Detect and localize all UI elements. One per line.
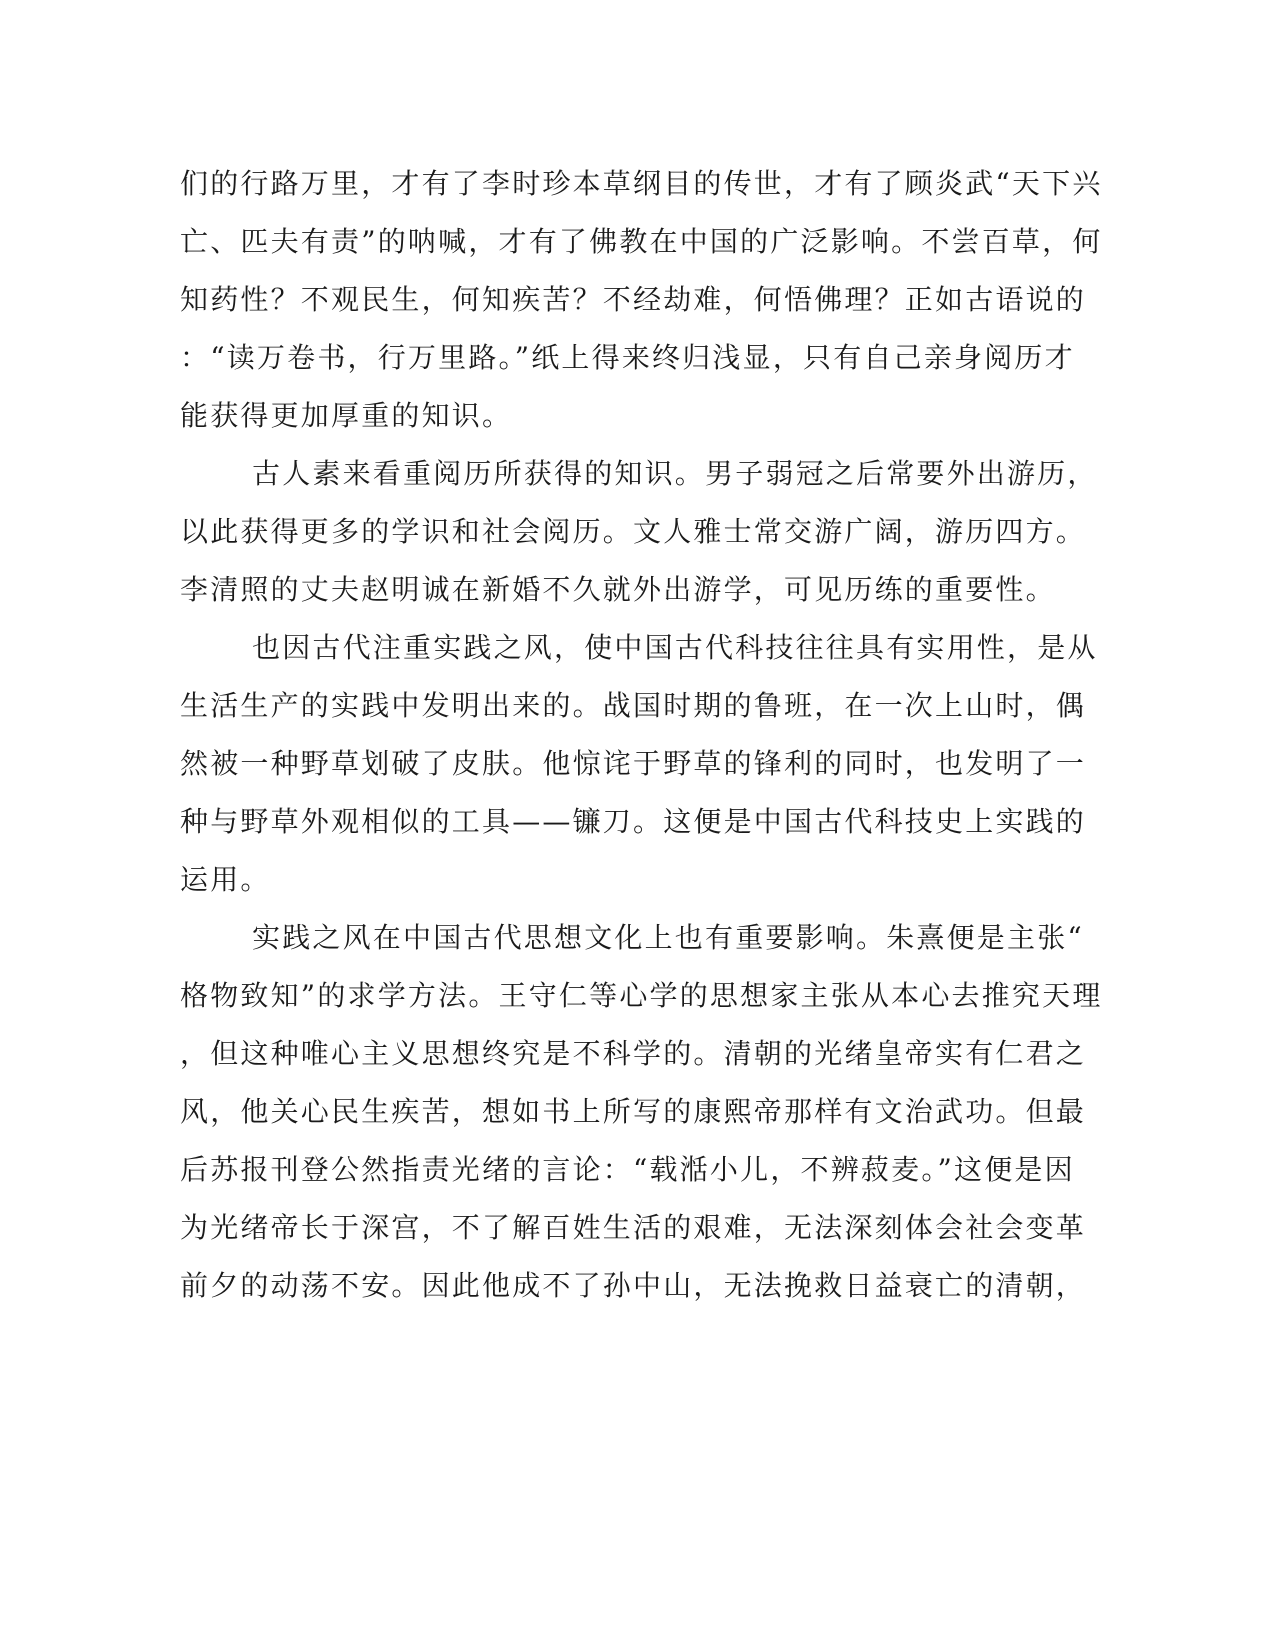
text-line: 亡、匹夫有责”的呐喊，才有了佛教在中国的广泛影响。不尝百草，何 xyxy=(180,225,1103,258)
text-line: ：“读万卷书，行万里路。”纸上得来终归浅显，只有自己亲身阅历才 xyxy=(180,341,1075,374)
text-line: 风，他关心民生疾苦，想如书上所写的康熙帝那样有文治武功。但最 xyxy=(180,1095,1087,1128)
text-line: 前夕的动荡不安。因此他成不了孙中山，无法挽救日益衰亡的清朝， xyxy=(180,1269,1087,1302)
paragraph xyxy=(180,619,1098,909)
text-line: 知药性？不观民生，何知疾苦？不经劫难，何悟佛理？正如古语说的 xyxy=(180,283,1087,316)
text-line: 后苏报刊登公然指责光绪的言论：“载湉小儿，不辨菽麦。”这便是因 xyxy=(180,1153,1075,1186)
text-line: 以此获得更多的学识和社会阅历。文人雅士常交游广阔，游历四方。 xyxy=(180,515,1087,548)
text-line: ，但这种唯心主义思想终究是不科学的。清朝的光绪皇帝实有仁君之 xyxy=(180,1037,1087,1070)
text-line: 种与野草外观相似的工具——镰刀。这便是中国古代科技史上实践的 xyxy=(180,805,1087,838)
text-line: 为光绪帝长于深宫，不了解百姓生活的艰难，无法深刻体会社会变革 xyxy=(180,1211,1087,1244)
text-line: 能获得更加厚重的知识。 xyxy=(180,399,513,432)
text-line: 们的行路万里，才有了李时珍本草纲目的传世，才有了顾炎武“天下兴 xyxy=(180,167,1103,200)
text-line: 然被一种野草划破了皮肤。他惊诧于野草的锋利的同时，也发明了一 xyxy=(180,747,1087,780)
text-line: 运用。 xyxy=(180,863,271,896)
text-line: 李清照的丈夫赵明诚在新婚不久就外出游学，可见历练的重要性。 xyxy=(180,573,1056,606)
text-line: 格物致知”的求学方法。王守仁等心学的思想家主张从本心去推究天理 xyxy=(180,979,1103,1012)
text-line: 古人素来看重阅历所获得的知识。男子弱冠之后常要外出游历， xyxy=(252,457,1098,490)
document-page xyxy=(180,155,1103,1315)
paragraph xyxy=(180,445,1098,619)
paragraph xyxy=(180,155,1103,445)
text-line: 生活生产的实践中发明出来的。战国时期的鲁班，在一次上山时，偶 xyxy=(180,689,1087,722)
paragraph xyxy=(180,909,1103,1315)
text-line: 也因古代注重实践之风，使中国古代科技往往具有实用性，是从 xyxy=(252,631,1098,664)
text-line: 实践之风在中国古代思想文化上也有重要影响。朱熹便是主张“ xyxy=(252,921,1084,954)
